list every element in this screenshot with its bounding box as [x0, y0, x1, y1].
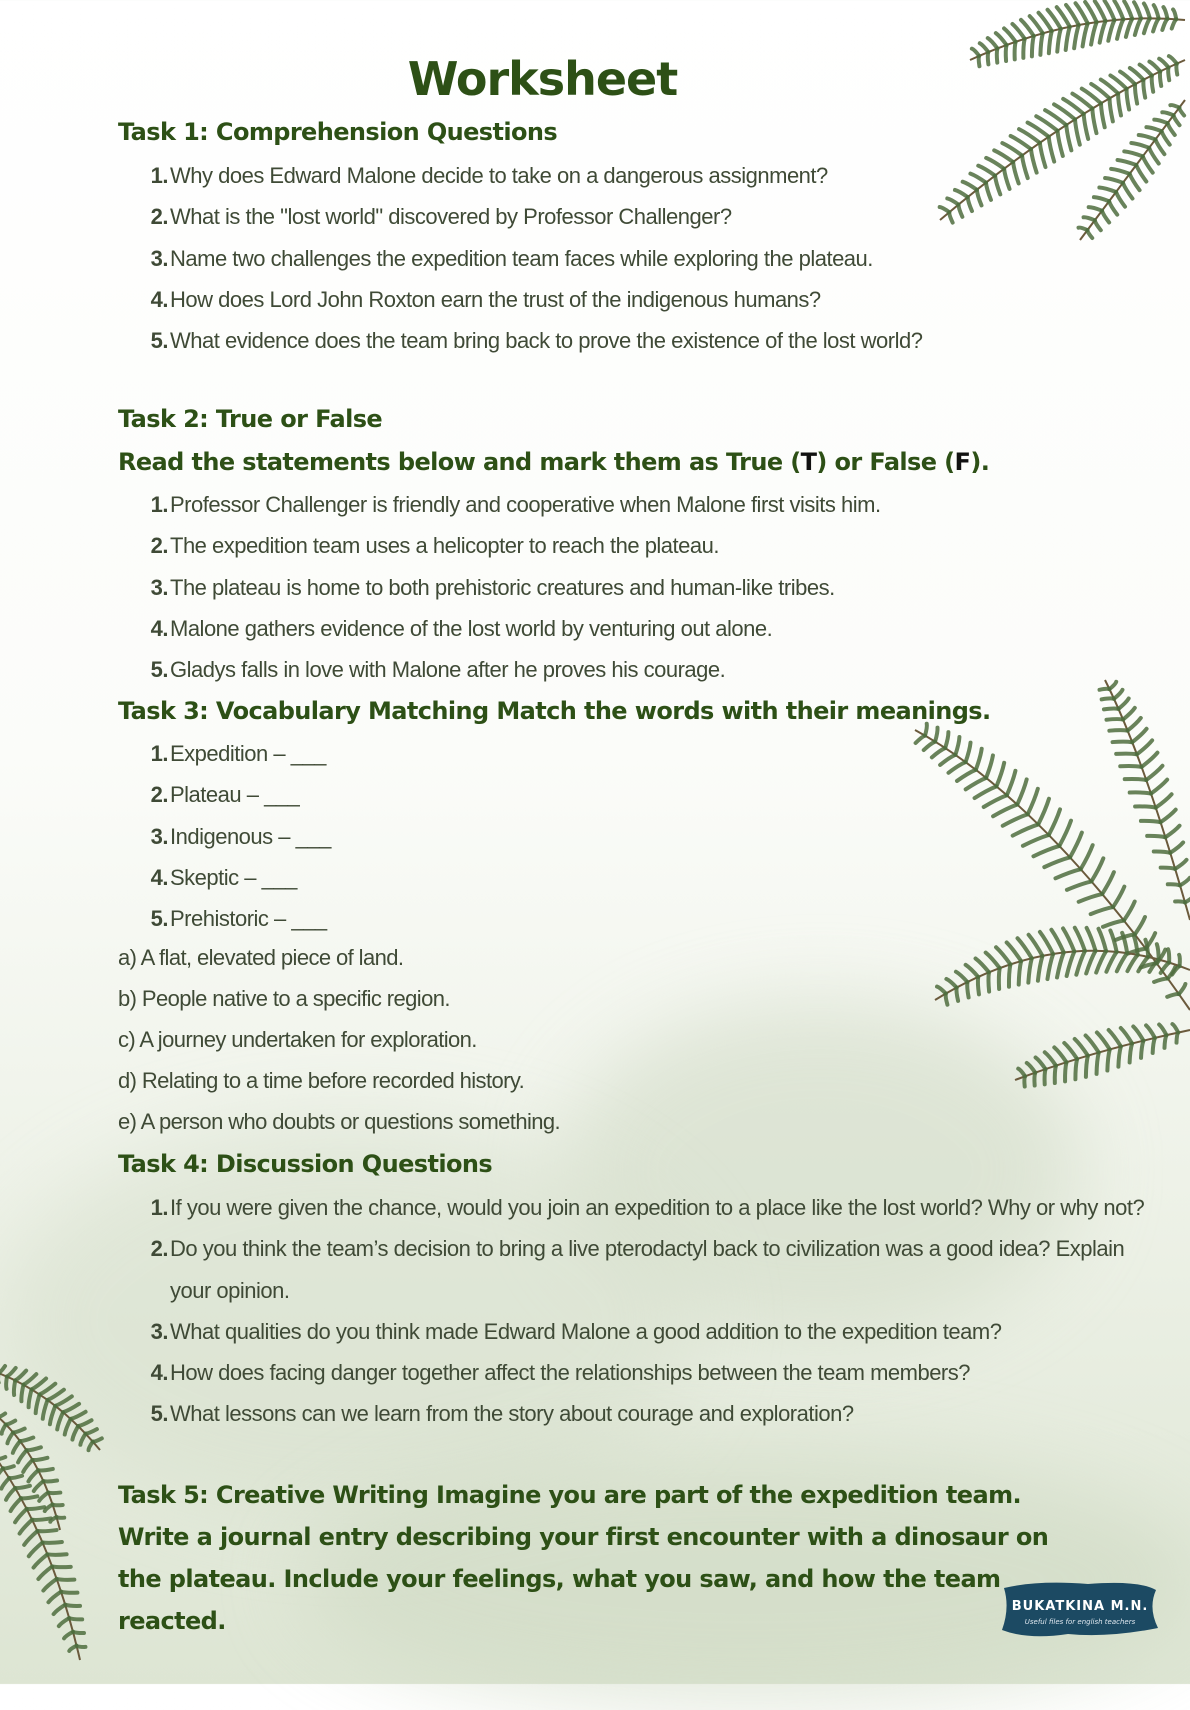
- item-number: 5.: [150, 657, 168, 683]
- item-text: Name two challenges the expedition team faces while exploring the plateau.: [170, 245, 873, 271]
- item-number: 4.: [150, 1360, 168, 1386]
- page-title: Worksheet: [407, 52, 678, 106]
- item-text: Skeptic – ___: [170, 864, 297, 890]
- item-number: 2.: [150, 782, 168, 808]
- item-number: 1.: [150, 492, 168, 517]
- list-item: [118, 567, 881, 608]
- meaning-a: a) A flat, elevated piece of land.: [118, 945, 404, 970]
- meaning-e: e) A person who doubts or questions something.: [118, 1109, 561, 1134]
- item-number: 1.: [150, 1195, 168, 1220]
- item-number: 5.: [150, 1401, 168, 1427]
- item-text: Expedition – ___: [170, 741, 326, 766]
- item-text: Prehistoric – ___: [170, 906, 327, 932]
- list-item: [118, 279, 922, 320]
- item-number: 1.: [150, 741, 168, 766]
- item-text: How does Lord John Roxton earn the trust of the indigenous humans?: [170, 286, 821, 312]
- item-text: What lessons can we learn from the story about courage and exploration?: [170, 1401, 854, 1427]
- task5-prompt: Task 5: Creative Writing Imagine you are part of the expedition team. Write a journal entry describing your first encounter with a dinosaur on the plateau. Include your feelings, what you saw, and how the team reacted.: [118, 1481, 1049, 1635]
- stamp-tagline: Useful files for english teachers: [1024, 1618, 1136, 1626]
- list-item: [118, 320, 922, 361]
- item-text: Professor Challenger is friendly and cooperative when Malone first visits him.: [170, 492, 881, 517]
- instruction-text: ).: [970, 448, 990, 476]
- list-item: [118, 1311, 1144, 1352]
- author-stamp-logo: [998, 1578, 1160, 1640]
- list-item: [118, 155, 922, 196]
- task4-list: [118, 1187, 1144, 1435]
- task1-list: [118, 155, 922, 361]
- list-item: [118, 196, 922, 237]
- list-item: [118, 484, 881, 525]
- item-number: 3.: [150, 823, 168, 849]
- list-item: [118, 1228, 1144, 1269]
- task3-list: [118, 733, 331, 939]
- item-text: your opinion.: [170, 1277, 290, 1303]
- list-item: [118, 1393, 1144, 1434]
- item-number: 4.: [150, 286, 168, 312]
- instruction-text: Read the statements below and mark them as True (: [118, 448, 801, 476]
- task2-list: [118, 484, 881, 690]
- meaning-d: d) Relating to a time before recorded history.: [118, 1068, 525, 1093]
- instruction-text: ) or False (: [816, 448, 955, 476]
- item-number: 5.: [150, 906, 168, 932]
- list-item: [118, 649, 881, 690]
- list-item: [118, 733, 331, 774]
- item-number: 5.: [150, 328, 168, 354]
- item-text: The plateau is home to both prehistoric creatures and human-like tribes.: [170, 574, 835, 600]
- item-text: Indigenous – ___: [170, 823, 331, 849]
- task4-heading: Task 4: Discussion Questions: [118, 1150, 493, 1178]
- task1-heading: Task 1: Comprehension Questions: [118, 118, 558, 146]
- list-item: [118, 525, 881, 566]
- item-number: 3.: [150, 245, 168, 271]
- task2-heading: Task 2: True or False: [118, 405, 383, 433]
- item-number: 1.: [150, 163, 168, 188]
- list-item: [118, 857, 331, 898]
- item-text: What evidence does the team bring back to prove the existence of the lost world?: [170, 328, 923, 354]
- item-number: 3.: [150, 1318, 168, 1344]
- true-letter: T: [800, 448, 817, 476]
- item-number: 2.: [150, 1236, 168, 1262]
- item-text: Plateau – ___: [170, 782, 300, 808]
- list-item: [118, 1352, 1144, 1393]
- item-number: 2.: [150, 204, 168, 230]
- item-text: How does facing danger together affect the relationships between the team members?: [170, 1360, 970, 1386]
- item-number: 4.: [150, 615, 168, 641]
- list-item: [118, 608, 881, 649]
- task3-heading: Task 3: Vocabulary Matching Match the words with their meanings.: [118, 697, 991, 725]
- list-item: [118, 774, 331, 815]
- item-number: 3.: [150, 574, 168, 600]
- list-item: [118, 898, 331, 939]
- list-item: [118, 238, 922, 279]
- stamp-name: BUKATKINA M.N.: [1011, 1599, 1149, 1614]
- list-item: [118, 1187, 1144, 1228]
- item-text: Why does Edward Malone decide to take on a dangerous assignment?: [170, 163, 828, 188]
- list-item: [118, 816, 331, 857]
- item-text: Malone gathers evidence of the lost world by venturing out alone.: [170, 615, 773, 641]
- list-item-continuation: [118, 1270, 1144, 1311]
- item-text: The expedition team uses a helicopter to reach the plateau.: [170, 533, 719, 559]
- item-text: What is the "lost world" discovered by Professor Challenger?: [170, 204, 732, 230]
- item-number: 4.: [150, 864, 168, 890]
- item-text: Gladys falls in love with Malone after he proves his courage.: [170, 657, 726, 683]
- false-letter: F: [954, 448, 971, 476]
- item-text: What qualities do you think made Edward Malone a good addition to the expedition team?: [170, 1318, 1002, 1344]
- item-text: If you were given the chance, would you join an expedition to a place like the lost world? Why or why not?: [170, 1195, 1145, 1220]
- item-text: Do you think the team’s decision to bring a live pterodactyl back to civilization was a good idea? Explain: [170, 1236, 1125, 1262]
- meaning-c: c) A journey undertaken for exploration.: [118, 1027, 477, 1052]
- task2-instruction: [118, 448, 989, 476]
- item-number: 2.: [150, 533, 168, 559]
- meaning-b: b) People native to a specific region.: [118, 986, 450, 1011]
